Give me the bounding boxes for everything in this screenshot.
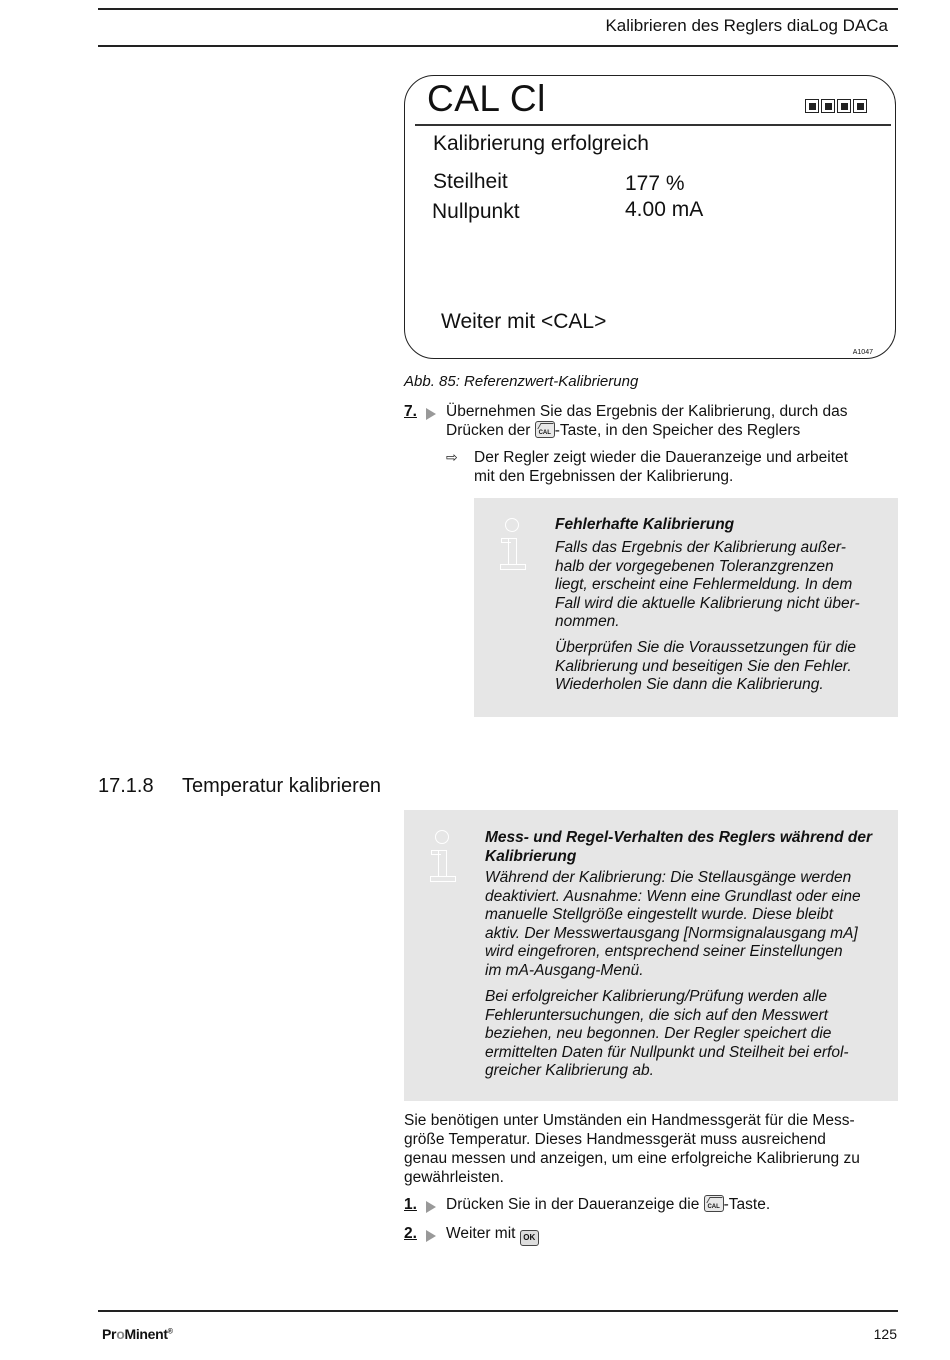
figure-tag: A1047 <box>852 349 873 356</box>
step-text: Drücken Sie in der Daueranzeige die CAL -Taste. <box>446 1196 771 1213</box>
display-continue-text: Weiter mit <CAL> <box>441 310 607 333</box>
step-1 <box>404 1195 898 1215</box>
step-arrow-icon <box>426 1230 436 1242</box>
page-number: 125 <box>873 1326 897 1342</box>
info-box-calibration-error <box>474 498 898 717</box>
status-squares-icon <box>805 99 867 113</box>
step-text: Weiter mit OK <box>446 1224 896 1246</box>
body-paragraph: Sie benötigen unter Umständen ein Handmessgerät für die Mess- größe Temperatur. Dieses Handmessgerät muss ausreichend genau messen und anzeigen, um eine erfolgreiche Kalibrierung zu gewährleisten. <box>404 1112 860 1186</box>
info-paragraph-1: Falls das Ergebnis der Kalibrierung außer- halb der vorgegebenen Toleranzgrenzen liegt, erscheint eine Fehlermeldung. In dem Fall wird die aktuelle Kalibrierung nicht über- nommen. <box>555 539 860 630</box>
step-number: 1. <box>404 1196 417 1213</box>
section-number: 17.1.8 <box>98 775 154 797</box>
step-2 <box>404 1224 898 1244</box>
display-slope-label: Steilheit <box>433 170 508 193</box>
cal-key-icon: CAL <box>535 421 555 438</box>
display-slope-value: 177 % <box>625 172 685 195</box>
step-7 <box>404 402 898 442</box>
step-text: Übernehmen Sie das Ergebnis der Kalibrierung, durch das Drücken der CAL -Taste, in den Speicher des Reglers <box>446 403 848 439</box>
info-paragraph-1: Während der Kalibrierung: Die Stellausgänge werden deaktiviert. Ausnahme: Wenn eine Grundlast oder eine manuelle Stellgröße eingestellt wurde. Diese bleibt aktiv. Der Messwertausgang [Normsignalausgang mA] wird eingefroren, entsprechend seiner Einstellungen im mA-Ausgang-Menü. <box>485 869 861 979</box>
display-title: CAL Cl <box>427 78 546 119</box>
figure-caption: Abb. 85: Referenzwert-Kalibrierung <box>404 373 639 390</box>
result-arrow-icon: ⇨ <box>446 449 458 465</box>
display-zero-value: 4.00 mA <box>625 198 704 221</box>
header-top-rule <box>98 8 898 10</box>
display-divider <box>415 124 891 126</box>
cal-key-icon: CAL <box>704 1195 724 1212</box>
footer-rule <box>98 1310 898 1312</box>
page-header-title: Kalibrieren des Reglers diaLog DACa <box>605 16 888 35</box>
header-bottom-rule <box>98 45 898 47</box>
info-title: Mess- und Regel-Verhalten des Reglers während der Kalibrierung <box>485 829 873 865</box>
ok-key-icon: OK <box>520 1230 539 1246</box>
step-arrow-icon <box>426 408 436 420</box>
section-title: Temperatur kalibrieren <box>182 775 381 797</box>
info-title: Fehlerhafte Kalibrierung <box>555 516 735 533</box>
device-display-figure <box>404 75 896 359</box>
info-box-controller-behaviour <box>404 810 898 1101</box>
info-paragraph-2: Überprüfen Sie die Voraussetzungen für die Kalibrierung und beseitigen Sie den Fehler. Wiederholen Sie dann die Kalibrierung. <box>555 639 857 693</box>
brand-logo: ProMinent® <box>102 1326 173 1342</box>
step-number: 7. <box>404 403 417 420</box>
display-message: Kalibrierung erfolgreich <box>433 132 649 155</box>
step-number: 2. <box>404 1225 417 1242</box>
result-note: ⇨ Der Regler zeigt wieder die Daueranzeige und arbeitet mit den Ergebnissen der Kalibrierung. <box>446 449 848 485</box>
step-arrow-icon <box>426 1201 436 1213</box>
info-icon <box>498 518 528 578</box>
display-zero-label: Nullpunkt <box>432 200 520 223</box>
info-paragraph-2: Bei erfolgreicher Kalibrierung/Prüfung werden alle Fehleruntersuchungen, die sich auf den Messwert beziehen, neu begonnen. Der Regler speichert die ermittelten Daten für Nullpunkt und Steilheit bei erfol- greicher Kalibrierung ab. <box>485 988 849 1079</box>
info-icon <box>428 830 458 890</box>
